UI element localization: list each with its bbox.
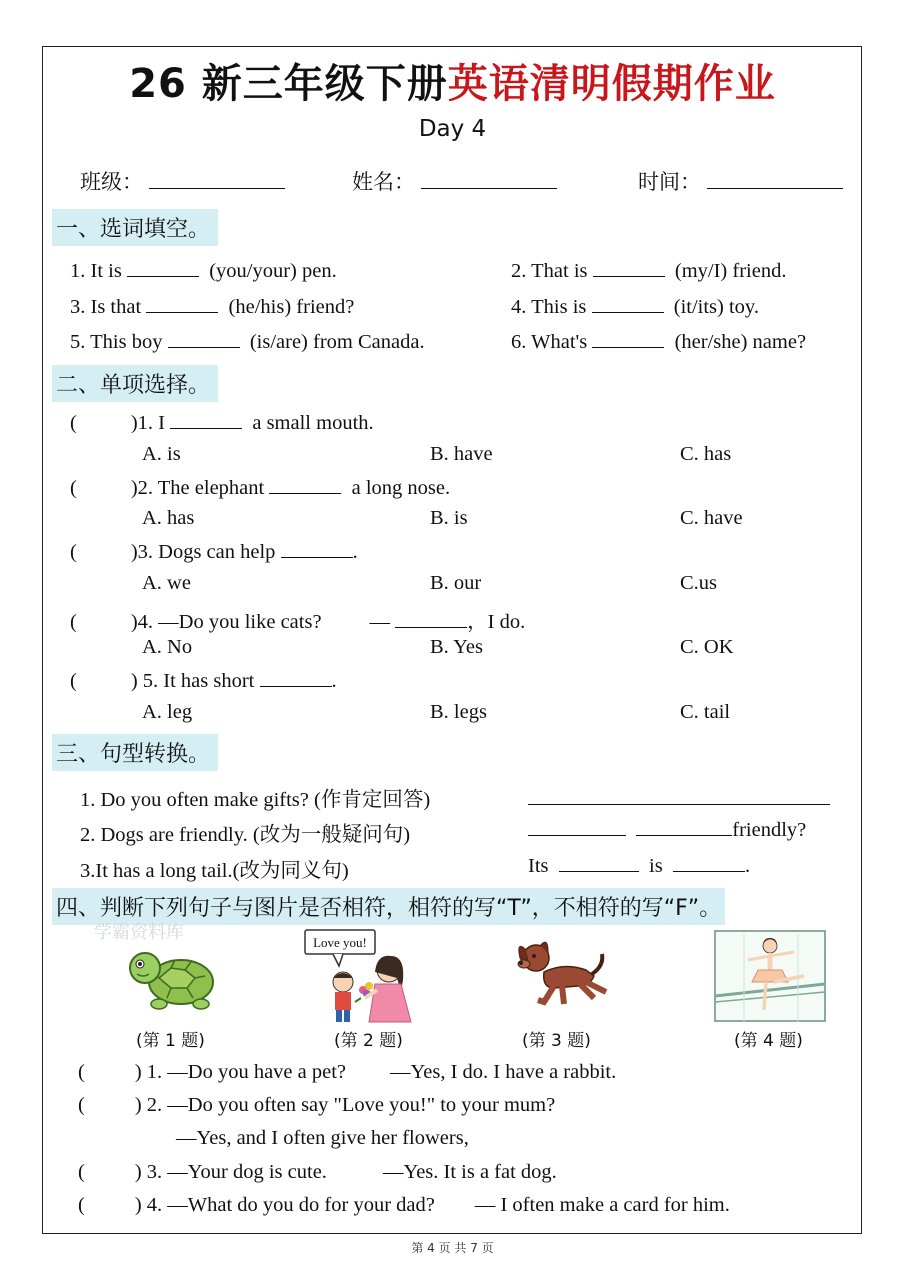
s3-q3-answer[interactable]: Its is . [528, 855, 751, 877]
page-title [0, 52, 905, 109]
s2-q1-option-c: C. has [680, 443, 732, 465]
name-field[interactable]: 姓名： [352, 166, 557, 196]
title-red: 英语清明假期作业 [447, 61, 776, 107]
section-4-heading: 四、判断下列句子与图片是否相符，相符的写“T”，不相符的写“F”。 [52, 888, 725, 925]
s4-statement-3: ( ) 3. —Your dog is cute. —Yes. It is a fat dog. [78, 1161, 557, 1183]
s2-question-5: ( ) 5. It has short . [70, 670, 337, 692]
s4-statement-2: ( ) 2. —Do you often say "Love you!" to your mum? [78, 1094, 556, 1116]
s4-statement-1: ( ) 1. —Do you have a pet? —Yes, I do. I have a rabbit. [78, 1061, 617, 1083]
s2-question-2: ( )2. The elephant a long nose. [70, 477, 451, 499]
caption-2: (第 2 题) [334, 1031, 403, 1051]
s2-q2-option-b: B. is [430, 507, 468, 529]
watermark: 学霸资料库 [94, 922, 184, 943]
s3-q2-answer[interactable]: friendly? [528, 817, 806, 842]
s4-statement-4: ( ) 4. —What do you do for your dad? — I often make a card for him. [78, 1194, 730, 1216]
caption-4: (第 4 题) [734, 1031, 803, 1051]
s3-question-3: 3.It has a long tail.(改为同义句) [80, 860, 349, 882]
s2-question-3: ( )3. Dogs can help . [70, 541, 358, 563]
class-field[interactable]: 班级： [80, 166, 285, 196]
s2-q3-option-b: B. our [430, 572, 482, 594]
s2-q4-option-c: C. OK [680, 636, 734, 658]
section-3-heading: 三、句型转换。 [52, 734, 218, 771]
s2-question-1: ( )1. I a small mouth. [70, 412, 374, 434]
s2-q1-option-b: B. have [430, 443, 493, 465]
caption-3: (第 3 题) [522, 1031, 591, 1051]
s1-item-3: 3. Is that (he/his) friend? [70, 296, 355, 318]
child-flowers-picture [303, 928, 421, 1024]
speech-bubble-text: Love you! [313, 935, 367, 950]
s2-q4-option-b: B. Yes [430, 636, 483, 658]
s3-question-1: 1. Do you often make gifts? (作肯定回答) [80, 789, 431, 811]
s2-q3-option-a: A. we [142, 572, 191, 594]
dog-picture [514, 936, 610, 1014]
turtle-picture [125, 942, 217, 1014]
s3-q1-answer-line[interactable] [528, 786, 830, 805]
page-footer: 第 4 页 共 7 页 [411, 1241, 494, 1255]
s2-q3-option-c: C.us [680, 572, 718, 594]
section-1-heading: 一、选词填空。 [52, 209, 218, 246]
time-field[interactable]: 时间： [638, 166, 843, 196]
s4-statement-2-reply: —Yes, and I often give her flowers, [176, 1127, 469, 1149]
title-black: 26 新三年级下册 [129, 61, 448, 107]
s1-item-1: 1. It is (you/your) pen. [70, 260, 337, 282]
s1-item-2: 2. That is (my/I) friend. [511, 260, 787, 282]
s1-item-6: 6. What's (her/she) name? [511, 331, 807, 353]
s2-q2-option-a: A. has [142, 507, 195, 529]
section-2-heading: 二、单项选择。 [52, 365, 218, 402]
s2-q1-option-a: A. is [142, 443, 181, 465]
day-label: Day 4 [418, 116, 487, 142]
s2-q5-option-c: C. tail [680, 701, 731, 723]
s2-q5-option-a: A. leg [142, 701, 193, 723]
s2-q5-option-b: B. legs [430, 701, 487, 723]
s3-question-2: 2. Dogs are friendly. (改为一般疑问句) [80, 824, 411, 846]
s2-q4-option-a: A. No [142, 636, 193, 658]
caption-1: (第 1 题) [136, 1031, 205, 1051]
s2-question-4: ( )4. —Do you like cats? — ，I do. [70, 611, 526, 633]
s1-item-5: 5. This boy (is/are) from Canada. [70, 331, 425, 353]
s1-item-4: 4. This is (it/its) toy. [511, 296, 759, 318]
ballet-dancer-picture [714, 930, 826, 1022]
s2-q2-option-c: C. have [680, 507, 743, 529]
